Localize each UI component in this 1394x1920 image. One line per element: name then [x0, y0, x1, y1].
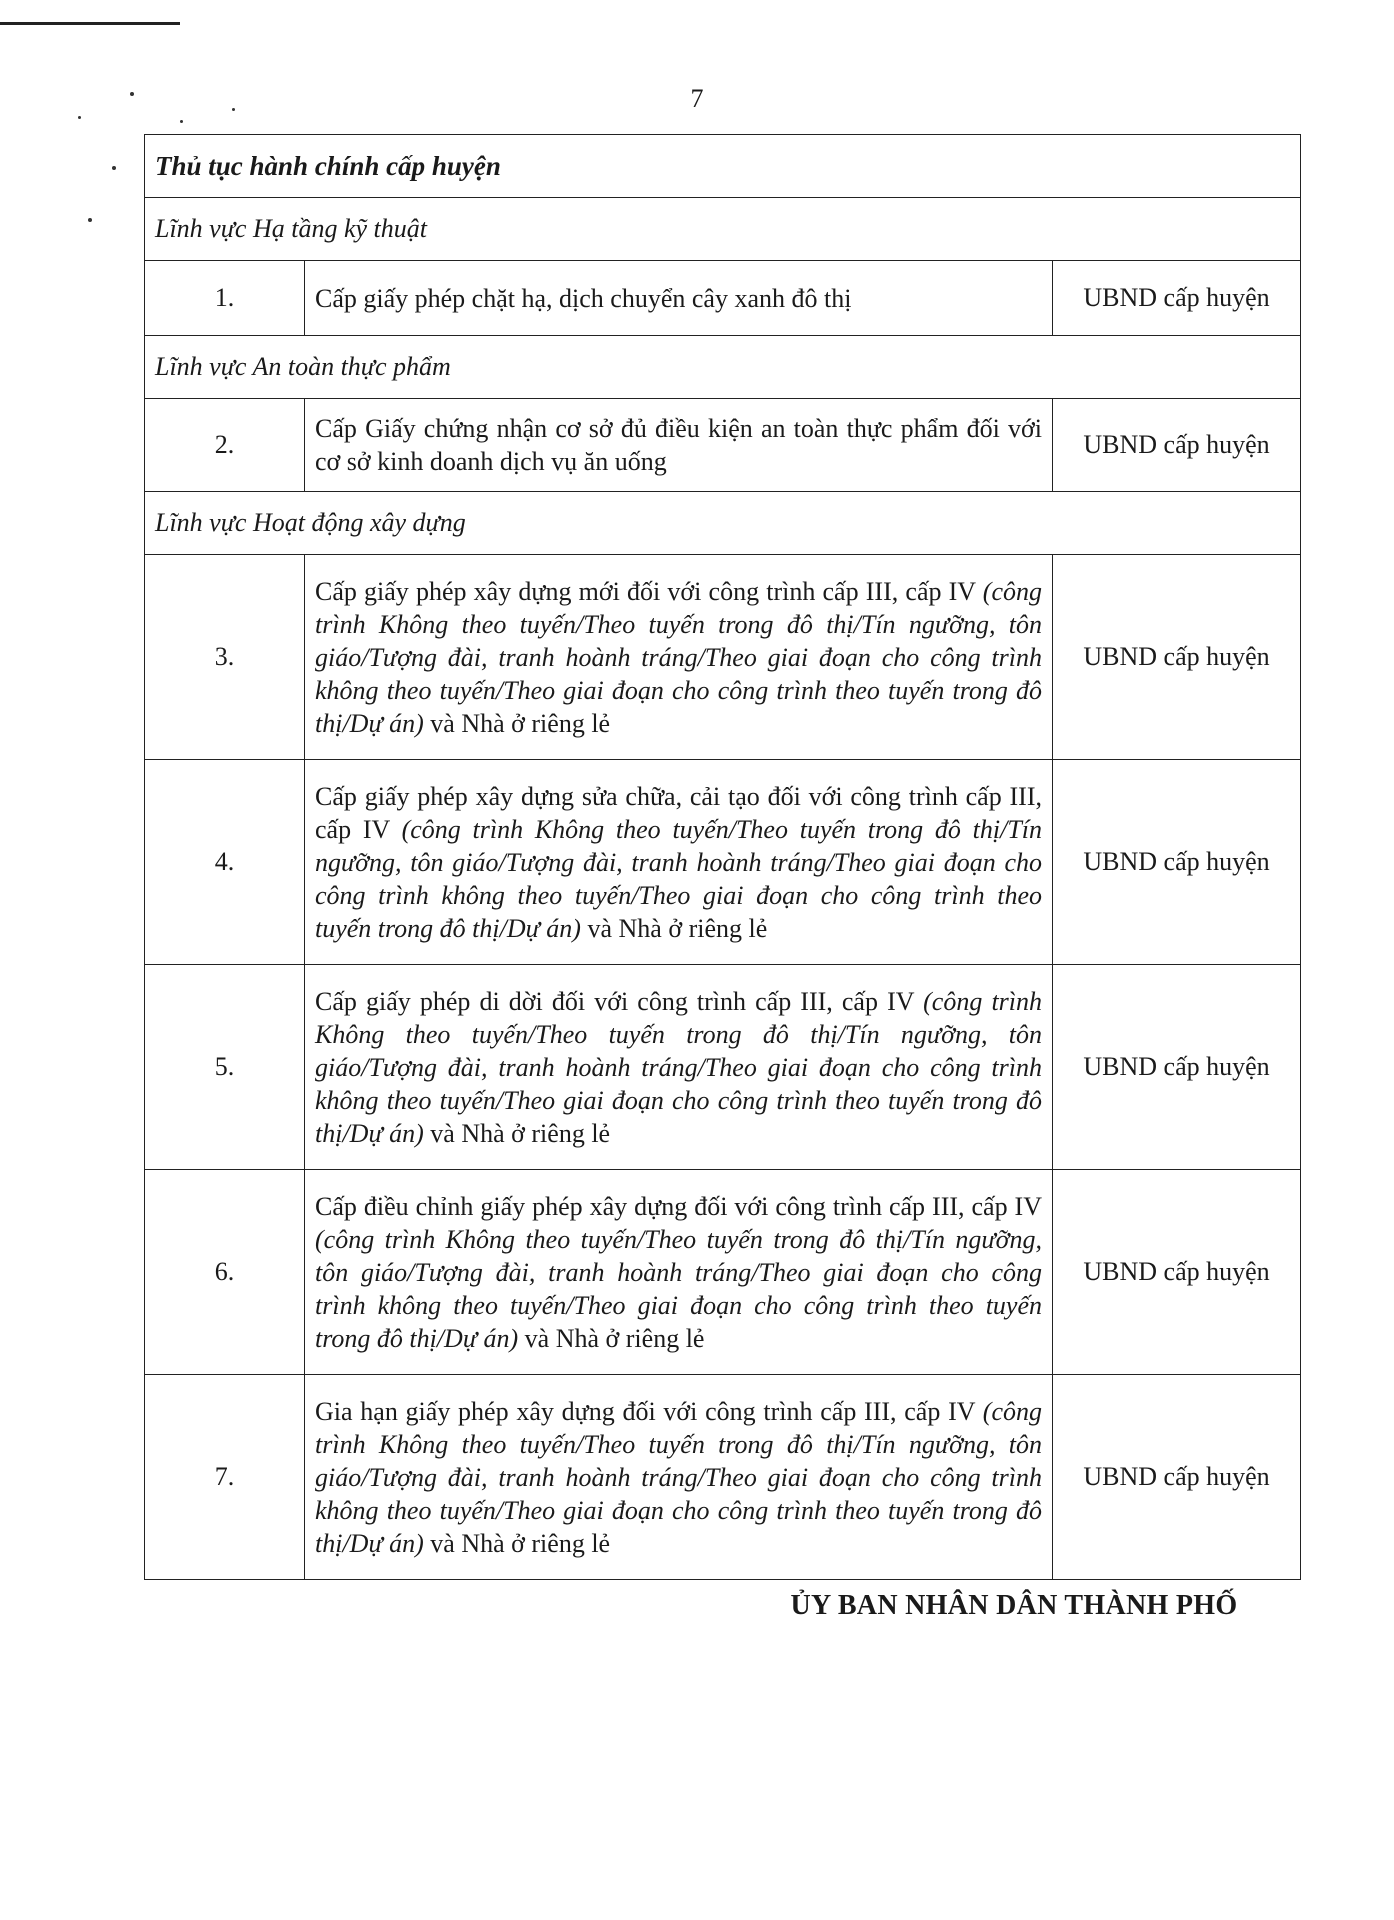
procedures-table: [144, 134, 1301, 1580]
procedure-name: Cấp giấy phép chặt hạ, dịch chuyển cây xanh đô thị: [305, 261, 1053, 336]
scan-speck: [180, 120, 183, 123]
procedure-name-main: Gia hạn giấy phép xây dựng đối với công trình cấp III, cấp IV: [315, 1396, 983, 1426]
scan-artifact-line: [0, 22, 180, 25]
procedure-name-main: Cấp giấy phép xây dựng mới đối với công trình cấp III, cấp IV: [315, 576, 983, 606]
procedure-name: Cấp Giấy chứng nhận cơ sở đủ điều kiện an toàn thực phẩm đối với cơ sở kinh doanh dịch vụ ăn uống: [305, 399, 1053, 492]
procedure-name: [305, 965, 1053, 1170]
table-row: [145, 555, 1301, 760]
row-number: 7.: [145, 1375, 305, 1580]
agency: UBND cấp huyện: [1053, 760, 1301, 965]
procedure-name-scope: (công trình Không theo tuyến/Theo tuyến trong đô thị/Tín ngưỡng, tôn giáo/Tượng đài, tranh hoành tráng/Theo giai đoạn cho công trình không theo tuyến/Theo giai đoạn cho công trình theo tuyến trong đô thị/Dự án): [315, 576, 1042, 738]
table-row: [145, 760, 1301, 965]
procedure-name-tail: và Nhà ở riêng lẻ: [580, 913, 768, 943]
procedure-name: [305, 760, 1053, 965]
procedure-name-scope: (công trình Không theo tuyến/Theo tuyến trong đô thị/Tín ngưỡng, tôn giáo/Tượng đài, tranh hoành tráng/Theo giai đoạn cho công trình không theo tuyến/Theo giai đoạn cho công trình theo tuyến trong đô thị/Dự án): [315, 1224, 1042, 1353]
agency: UBND cấp huyện: [1053, 399, 1301, 492]
agency: UBND cấp huyện: [1053, 965, 1301, 1170]
procedure-name-tail: và Nhà ở riêng lẻ: [423, 1528, 611, 1558]
table-row: [145, 1375, 1301, 1580]
procedure-name-scope: (công trình Không theo tuyến/Theo tuyến trong đô thị/Tín ngưỡng, tôn giáo/Tượng đài, tranh hoành tráng/Theo giai đoạn cho công trình không theo tuyến/Theo giai đoạn cho công trình theo tuyến trong đô thị/Dự án): [315, 814, 1043, 943]
table-row: [145, 399, 1301, 492]
row-number: 4.: [145, 760, 305, 965]
level-heading: Thủ tục hành chính cấp huyện: [145, 135, 1301, 198]
row-number: 3.: [145, 555, 305, 760]
table-row: [145, 1170, 1301, 1375]
procedure-name-scope: (công trình Không theo tuyến/Theo tuyến trong đô thị/Tín ngưỡng, tôn giáo/Tượng đài, tranh hoành tráng/Theo giai đoạn cho công trình không theo tuyến/Theo giai đoạn cho công trình theo tuyến trong đô thị/Dự án): [315, 1396, 1042, 1558]
procedure-name-tail: và Nhà ở riêng lẻ: [423, 1118, 611, 1148]
procedure-name: [305, 555, 1053, 760]
agency: UBND cấp huyện: [1053, 555, 1301, 760]
procedure-name: [305, 1170, 1053, 1375]
agency: UBND cấp huyện: [1053, 261, 1301, 336]
field-heading-infrastructure: Lĩnh vực Hạ tầng kỹ thuật: [145, 198, 1301, 261]
scan-speck: [88, 218, 92, 222]
table-row: [145, 965, 1301, 1170]
procedure-name-tail: và Nhà ở riêng lẻ: [518, 1323, 705, 1353]
row-number: 6.: [145, 1170, 305, 1375]
page-number: 7: [690, 84, 704, 113]
procedure-name-main: Cấp giấy phép xây dựng sửa chữa, cải tạo đối với công trình cấp III, cấp IV: [315, 781, 1042, 844]
procedure-name-tail: và Nhà ở riêng lẻ: [423, 708, 611, 738]
table-row: [145, 261, 1301, 336]
agency: UBND cấp huyện: [1053, 1375, 1301, 1580]
field-heading-construction: Lĩnh vực Hoạt động xây dựng: [145, 492, 1301, 555]
procedure-name-main: Cấp điều chỉnh giấy phép xây dựng đối với công trình cấp III, cấp IV: [315, 1191, 1042, 1221]
scan-speck: [112, 166, 116, 170]
scan-speck: [78, 116, 81, 119]
row-number: 1.: [145, 261, 305, 336]
procedure-name: [305, 1375, 1053, 1580]
field-heading-food-safety: Lĩnh vực An toàn thực phẩm: [145, 336, 1301, 399]
agency: UBND cấp huyện: [1053, 1170, 1301, 1375]
procedure-name-scope: (công trình Không theo tuyến/Theo tuyến trong đô thị/Tín ngưỡng, tôn giáo/Tượng đài, tranh hoành tráng/Theo giai đoạn cho công trình không theo tuyến/Theo giai đoạn cho công trình theo tuyến trong đô thị/Dự án): [315, 986, 1043, 1148]
signing-authority: ỦY BAN NHÂN DÂN THÀNH PHỐ: [790, 1590, 1238, 1621]
row-number: 2.: [145, 399, 305, 492]
procedure-name-main: Cấp giấy phép di dời đối với công trình cấp III, cấp IV: [315, 986, 924, 1016]
row-number: 5.: [145, 965, 305, 1170]
